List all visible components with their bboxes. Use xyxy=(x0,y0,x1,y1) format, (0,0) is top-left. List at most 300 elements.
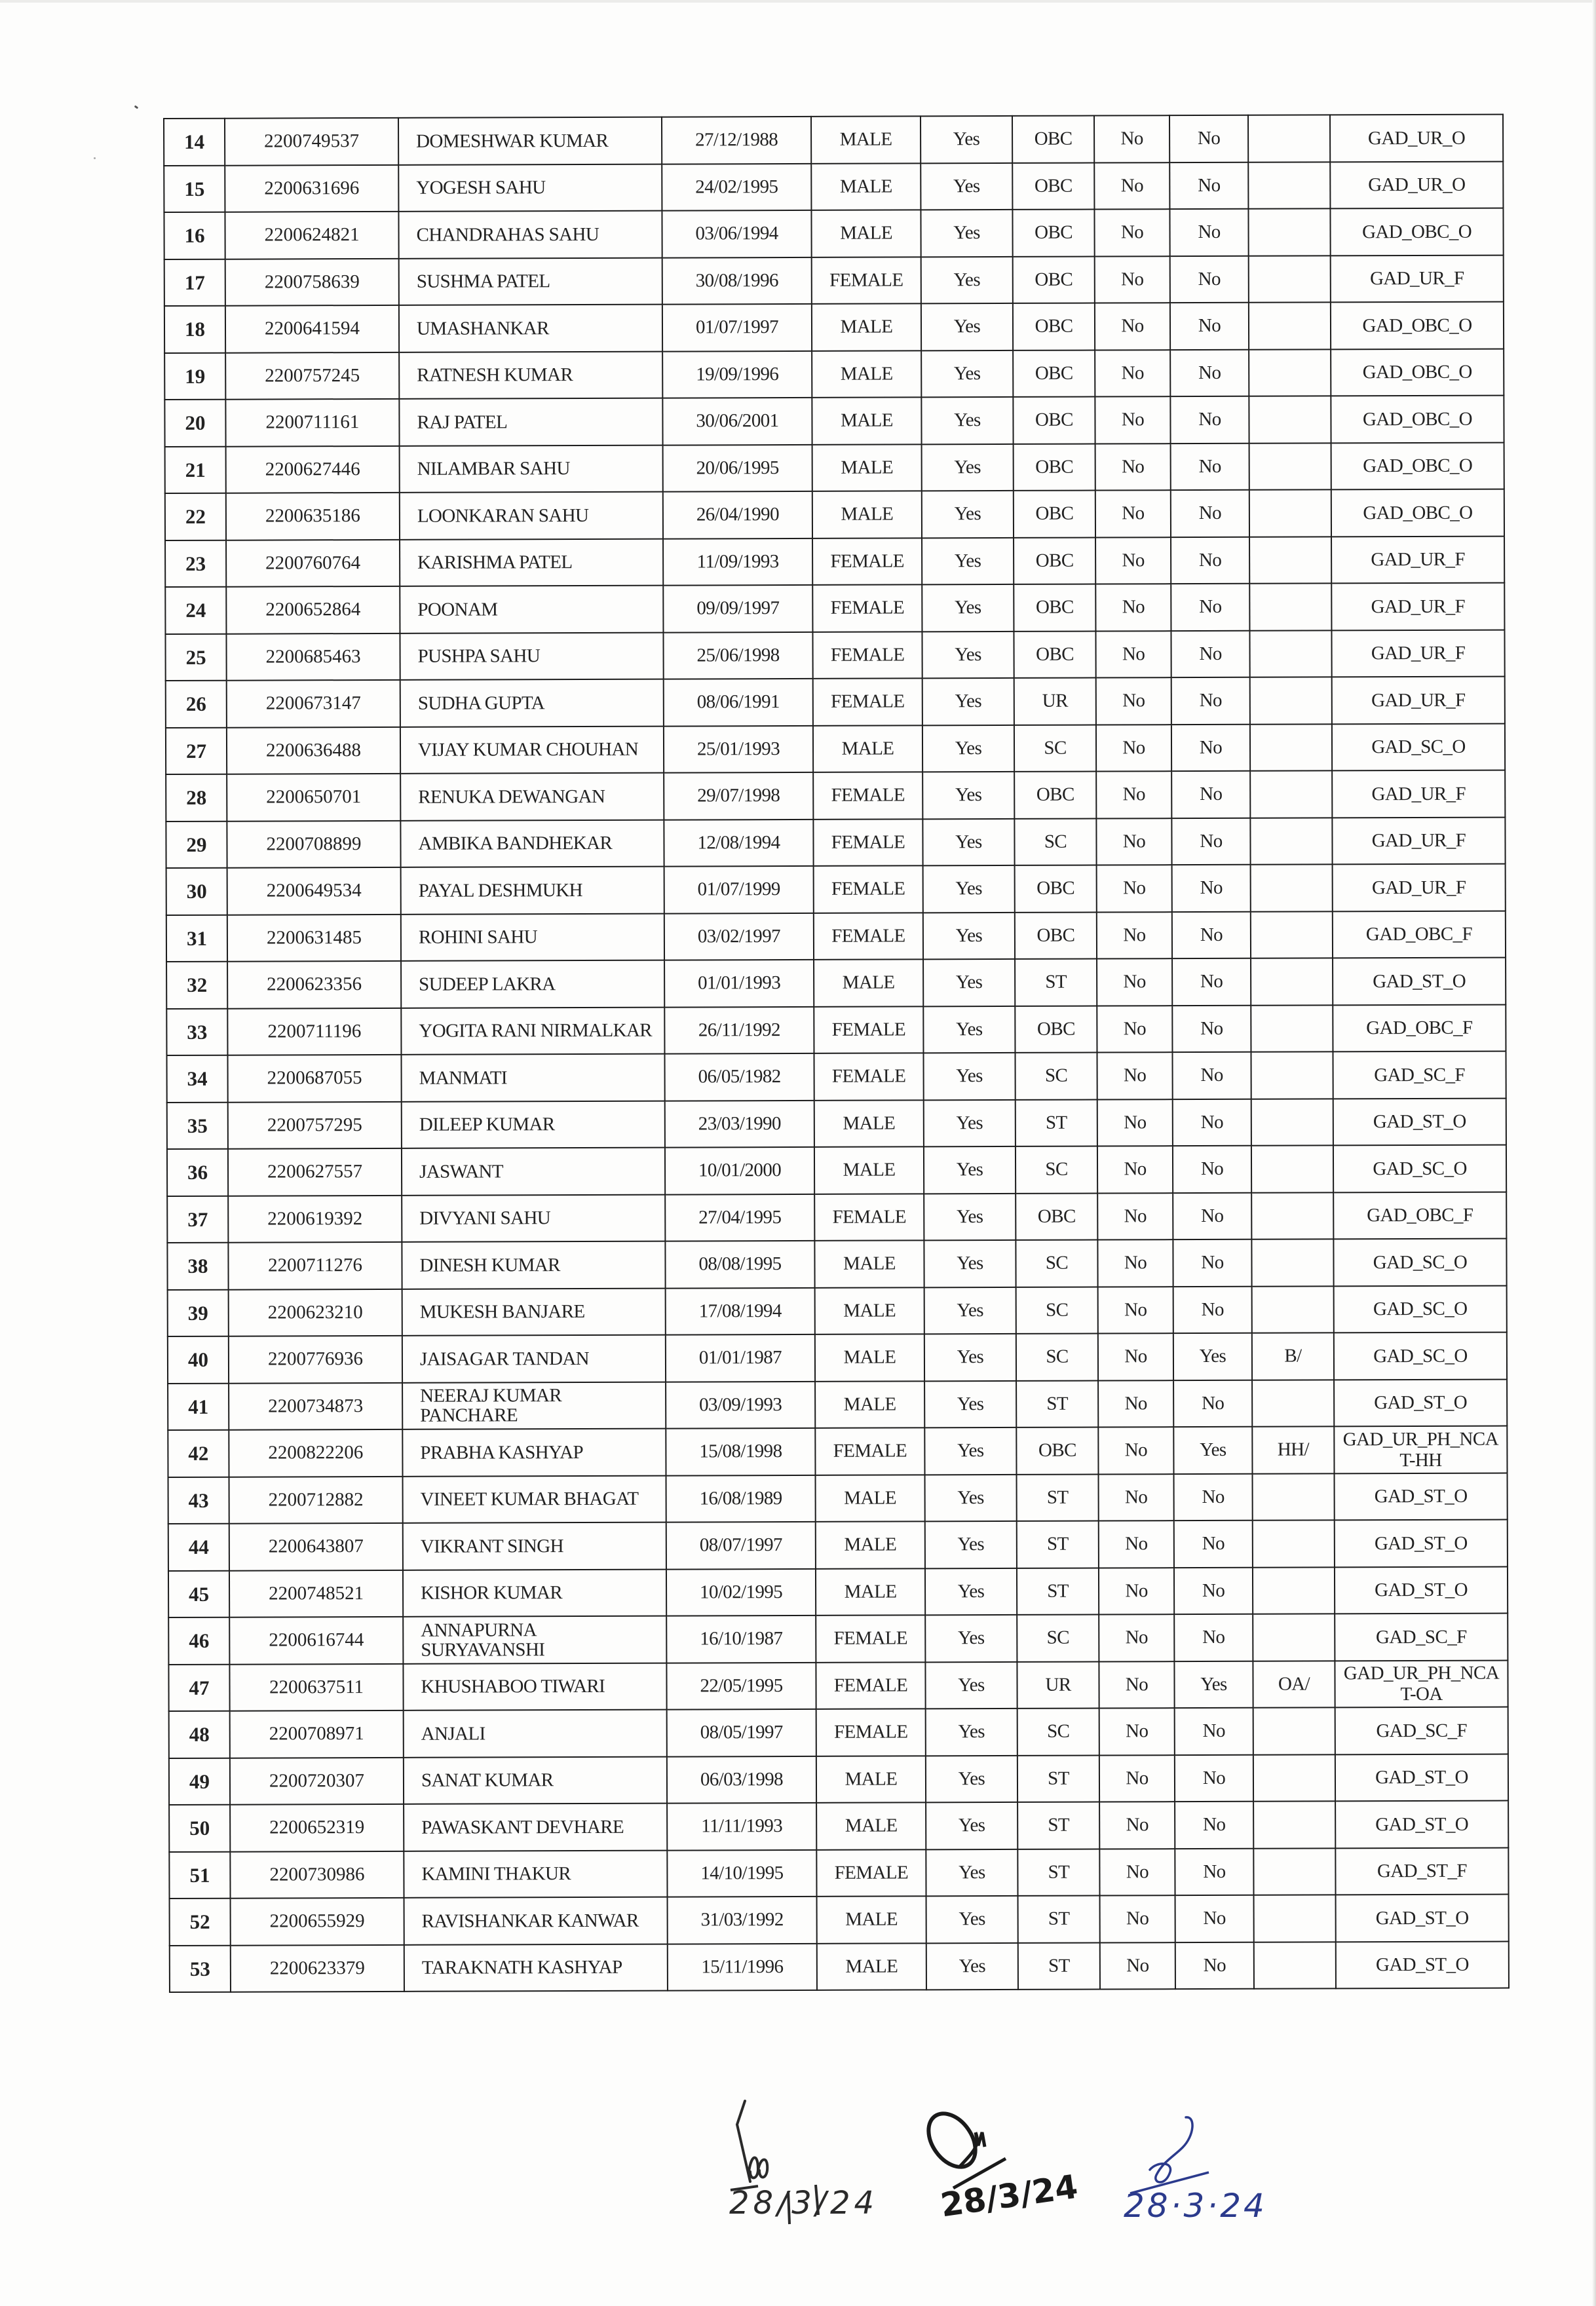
application-number-cell: 2200760764 xyxy=(226,539,400,586)
ex-serviceman-cell: No xyxy=(1094,162,1169,210)
application-number-cell: 2200643807 xyxy=(229,1523,403,1570)
serial-number-cell: 32 xyxy=(166,962,227,1009)
candidate-name-cell: YOGITA RANI NIRMALKAR xyxy=(401,1007,664,1055)
application-number-cell: 2200720307 xyxy=(230,1757,404,1804)
post-category-cell: GAD_OBC_O xyxy=(1331,442,1504,489)
gender-cell: MALE xyxy=(814,1100,924,1147)
post-category-cell: GAD_OBC_F xyxy=(1333,1004,1506,1051)
application-number-cell: 2200749537 xyxy=(225,118,398,165)
candidate-name-cell: DINESH KUMAR xyxy=(402,1241,665,1289)
table-row xyxy=(167,1239,1506,1290)
post-category-cell: GAD_OBC_O xyxy=(1331,302,1504,349)
post-category-cell: GAD_UR_F xyxy=(1331,583,1504,630)
application-number-cell: 2200641594 xyxy=(225,305,399,352)
serial-number-cell: 43 xyxy=(168,1477,229,1524)
disability-type-cell xyxy=(1249,443,1331,490)
application-number-cell: 2200655929 xyxy=(231,1898,404,1945)
date-of-birth-cell: 14/10/1995 xyxy=(667,1849,816,1897)
table-row xyxy=(168,1566,1508,1617)
gender-cell: MALE xyxy=(812,491,922,538)
disability-type-cell xyxy=(1249,630,1331,677)
disability-cell: No xyxy=(1170,396,1249,444)
disability-type-cell xyxy=(1251,1145,1333,1192)
post-category-cell: GAD_OBC_O xyxy=(1331,489,1504,537)
ex-serviceman-cell: No xyxy=(1094,209,1169,256)
table-row xyxy=(166,958,1506,1009)
candidate-name-cell: MANMATI xyxy=(401,1054,664,1102)
post-category-cell: GAD_OBC_F xyxy=(1333,1192,1506,1239)
application-number-cell: 2200637511 xyxy=(229,1663,403,1711)
domicile-cell: Yes xyxy=(926,1942,1018,1990)
candidate-name-cell: RENUKA DEWANGAN xyxy=(400,773,664,821)
post-category-cell: GAD_ST_O xyxy=(1335,1801,1508,1848)
ex-serviceman-cell: No xyxy=(1095,490,1171,537)
disability-type-cell xyxy=(1251,1051,1333,1099)
serial-number-cell: 27 xyxy=(166,727,227,774)
date-of-birth-cell: 06/05/1982 xyxy=(664,1053,814,1101)
category-cell: OBC xyxy=(1015,1006,1097,1053)
table-row xyxy=(165,442,1504,493)
domicile-cell: Yes xyxy=(923,1053,1015,1100)
date-of-birth-cell: 23/03/1990 xyxy=(665,1100,814,1147)
table-row xyxy=(168,1379,1507,1430)
gender-cell: MALE xyxy=(816,1802,926,1849)
ex-serviceman-cell: No xyxy=(1095,350,1170,397)
ex-serviceman-cell: No xyxy=(1099,1802,1175,1849)
domicile-cell: Yes xyxy=(924,1240,1016,1287)
candidate-name-cell: VINEET KUMAR BHAGAT xyxy=(403,1475,666,1523)
candidate-name-cell: POONAM xyxy=(400,586,663,633)
serial-number-cell: 36 xyxy=(167,1149,228,1196)
date-of-birth-cell: 24/02/1995 xyxy=(662,163,811,210)
gender-cell: MALE xyxy=(815,1287,924,1334)
disability-type-cell xyxy=(1248,115,1330,162)
ex-serviceman-cell: No xyxy=(1096,725,1171,772)
category-cell: ST xyxy=(1017,1849,1099,1896)
gender-cell: FEMALE xyxy=(816,1662,925,1709)
table-row xyxy=(169,1754,1508,1805)
signature-2 xyxy=(921,2106,1091,2234)
application-number-cell: 2200627446 xyxy=(226,445,400,493)
serial-number-cell: 44 xyxy=(168,1524,229,1571)
gender-cell: MALE xyxy=(814,959,923,1006)
candidate-name-cell: SUSHMA PATEL xyxy=(399,257,662,305)
category-cell: OBC xyxy=(1014,631,1095,678)
date-of-birth-cell: 06/03/1998 xyxy=(667,1756,816,1803)
serial-number-cell: 47 xyxy=(168,1664,229,1711)
disability-type-cell xyxy=(1249,537,1331,584)
disability-cell: Yes xyxy=(1173,1427,1252,1474)
domicile-cell: Yes xyxy=(921,350,1013,397)
disability-type-cell xyxy=(1253,1567,1335,1614)
post-category-cell: GAD_ST_O xyxy=(1333,1098,1506,1145)
gender-cell: FEMALE xyxy=(813,678,922,725)
table-row xyxy=(166,864,1506,915)
table-row xyxy=(169,1847,1508,1899)
application-number-cell: 2200623356 xyxy=(227,961,401,1008)
post-category-cell: GAD_ST_O xyxy=(1335,1520,1508,1567)
post-category-cell: GAD_UR_F xyxy=(1331,536,1504,583)
gender-cell: MALE xyxy=(814,1240,924,1287)
candidate-name-cell: DILEEP KUMAR xyxy=(402,1101,665,1148)
disability-cell: No xyxy=(1169,209,1248,256)
serial-number-cell: 49 xyxy=(169,1758,230,1805)
serial-number-cell: 17 xyxy=(164,259,225,306)
gender-cell: MALE xyxy=(812,350,921,398)
gender-cell: MALE xyxy=(812,397,921,444)
gender-cell: MALE xyxy=(817,1943,926,1990)
disability-cell: No xyxy=(1175,1848,1253,1895)
signature-3 xyxy=(1117,2109,1287,2237)
application-number-cell: 2200636488 xyxy=(227,727,400,774)
disability-type-cell xyxy=(1253,1707,1335,1754)
date-of-birth-cell: 03/06/1994 xyxy=(662,210,811,257)
date-of-birth-cell: 03/02/1997 xyxy=(664,913,814,960)
post-category-cell: GAD_SC_F xyxy=(1335,1614,1508,1661)
post-category-cell: GAD_ST_O xyxy=(1335,1473,1508,1520)
date-of-birth-cell: 11/09/1993 xyxy=(663,538,812,585)
post-category-cell: GAD_UR_PH_NCA T-OA xyxy=(1335,1660,1508,1707)
disability-cell: No xyxy=(1172,1052,1251,1099)
serial-number-cell: 50 xyxy=(169,1805,230,1852)
disability-cell: No xyxy=(1172,865,1251,912)
category-cell: ST xyxy=(1017,1568,1099,1615)
table-row xyxy=(164,115,1503,166)
disability-cell: No xyxy=(1169,162,1248,209)
date-of-birth-cell: 11/11/1993 xyxy=(667,1803,816,1850)
table-row xyxy=(165,536,1504,587)
date-of-birth-cell: 12/08/1994 xyxy=(664,819,813,866)
category-cell: OBC xyxy=(1015,912,1097,959)
candidate-name-cell: VIKRANT SINGH xyxy=(403,1522,666,1570)
category-cell: OBC xyxy=(1014,444,1095,491)
post-category-cell: GAD_OBC_O xyxy=(1330,208,1503,255)
ex-serviceman-cell: No xyxy=(1098,1333,1173,1380)
scan-speck xyxy=(134,105,139,109)
disability-type-cell: HH/ xyxy=(1252,1426,1334,1473)
disability-cell: No xyxy=(1171,537,1249,584)
date-of-birth-cell: 15/08/1998 xyxy=(666,1428,815,1475)
candidate-name-cell: PAYAL DESHMUKH xyxy=(401,867,664,915)
date-of-birth-cell: 01/07/1999 xyxy=(664,866,814,913)
disability-cell: No xyxy=(1173,1239,1251,1287)
category-cell: UR xyxy=(1017,1661,1099,1709)
application-number-cell: 2200687055 xyxy=(227,1055,401,1102)
serial-number-cell: 16 xyxy=(164,212,225,259)
post-category-cell: GAD_UR_F xyxy=(1332,817,1505,864)
application-number-cell: 2200685463 xyxy=(226,633,400,680)
category-cell: ST xyxy=(1017,1802,1099,1849)
date-of-birth-cell: 26/04/1990 xyxy=(663,491,812,539)
disability-type-cell xyxy=(1252,1286,1334,1333)
application-number-cell: 2200708899 xyxy=(227,820,400,867)
serial-number-cell: 23 xyxy=(165,540,226,587)
domicile-cell: Yes xyxy=(924,1380,1016,1427)
date-of-birth-cell: 27/12/1988 xyxy=(662,117,811,164)
gender-cell: FEMALE xyxy=(814,1194,924,1241)
date-of-birth-cell: 16/10/1987 xyxy=(666,1616,816,1663)
serial-number-cell: 14 xyxy=(164,119,225,166)
category-cell: ST xyxy=(1016,1099,1097,1146)
domicile-cell: Yes xyxy=(921,210,1012,257)
application-number-cell: 2200623210 xyxy=(229,1289,402,1336)
application-number-cell: 2200734873 xyxy=(229,1382,402,1429)
gender-cell: MALE xyxy=(815,1334,924,1381)
disability-type-cell xyxy=(1249,396,1331,443)
serial-number-cell: 41 xyxy=(168,1383,229,1430)
disability-cell: No xyxy=(1170,349,1249,396)
ex-serviceman-cell: No xyxy=(1094,115,1169,162)
post-category-cell: GAD_SC_O xyxy=(1332,723,1505,770)
disability-type-cell xyxy=(1249,302,1331,349)
candidate-name-cell: UMASHANKAR xyxy=(399,305,662,352)
date-of-birth-cell: 26/11/1992 xyxy=(664,1006,814,1053)
ex-serviceman-cell: No xyxy=(1098,1427,1173,1474)
category-cell: OBC xyxy=(1016,1427,1098,1475)
application-number-cell: 2200708971 xyxy=(230,1711,404,1758)
ex-serviceman-cell: No xyxy=(1095,256,1170,303)
date-of-birth-cell: 25/01/1993 xyxy=(664,725,813,772)
disability-type-cell xyxy=(1253,1754,1335,1802)
table-row xyxy=(168,1473,1508,1524)
disability-cell: No xyxy=(1171,771,1250,818)
category-cell: ST xyxy=(1018,1896,1100,1943)
post-category-cell: GAD_OBC_F xyxy=(1333,911,1506,958)
category-cell: OBC xyxy=(1014,537,1095,584)
disability-cell: No xyxy=(1171,490,1249,537)
candidate-table xyxy=(163,114,1510,1993)
serial-number-cell: 24 xyxy=(165,587,226,634)
category-cell: OBC xyxy=(1014,491,1095,538)
ex-serviceman-cell: No xyxy=(1097,1239,1173,1287)
application-number-cell: 2200624821 xyxy=(225,212,398,259)
post-category-cell: GAD_SC_O xyxy=(1334,1285,1507,1333)
disability-type-cell xyxy=(1254,1895,1336,1942)
ex-serviceman-cell: No xyxy=(1095,631,1171,678)
post-category-cell: GAD_ST_O xyxy=(1336,1895,1509,1942)
domicile-cell: Yes xyxy=(923,1006,1015,1053)
post-category-cell: GAD_ST_O xyxy=(1336,1941,1509,1988)
table-row xyxy=(169,1801,1508,1852)
serial-number-cell: 48 xyxy=(169,1711,230,1758)
category-cell: OBC xyxy=(1015,865,1097,913)
date-of-birth-cell: 08/08/1995 xyxy=(665,1241,814,1288)
ex-serviceman-cell: No xyxy=(1099,1661,1174,1709)
application-number-cell: 2200650701 xyxy=(227,774,400,821)
category-cell: OBC xyxy=(1013,350,1095,397)
serial-number-cell: 51 xyxy=(169,1851,230,1899)
gender-cell: MALE xyxy=(811,116,921,163)
ex-serviceman-cell: No xyxy=(1099,1849,1175,1896)
date-of-birth-cell: 08/07/1997 xyxy=(666,1522,816,1569)
serial-number-cell: 38 xyxy=(167,1243,228,1290)
ex-serviceman-cell: No xyxy=(1098,1380,1173,1427)
serial-number-cell: 20 xyxy=(164,400,225,447)
disability-cell: No xyxy=(1174,1521,1253,1568)
date-of-birth-cell: 03/09/1993 xyxy=(666,1381,815,1428)
candidate-name-cell: NEERAJ KUMAR PANCHARE xyxy=(402,1382,666,1429)
disability-cell: Yes xyxy=(1173,1333,1252,1380)
serial-number-cell: 53 xyxy=(170,1945,231,1992)
gender-cell: FEMALE xyxy=(812,584,922,632)
application-number-cell: 2200712882 xyxy=(229,1476,403,1523)
category-cell: SC xyxy=(1016,1240,1097,1287)
ex-serviceman-cell: No xyxy=(1097,958,1172,1006)
ex-serviceman-cell: No xyxy=(1097,912,1172,959)
domicile-cell: Yes xyxy=(924,1193,1016,1240)
table-row xyxy=(170,1941,1509,1992)
domicile-cell: Yes xyxy=(921,162,1012,210)
category-cell: OBC xyxy=(1014,772,1096,819)
domicile-cell: Yes xyxy=(922,631,1014,678)
gender-cell: FEMALE xyxy=(816,1615,925,1662)
date-of-birth-cell: 27/04/1995 xyxy=(665,1194,814,1241)
disability-cell: No xyxy=(1173,1099,1251,1146)
gender-cell: FEMALE xyxy=(815,1427,924,1475)
candidate-name-cell: NILAMBAR SAHU xyxy=(400,445,663,493)
date-of-birth-cell: 29/07/1998 xyxy=(664,772,813,820)
application-number-cell: 2200757245 xyxy=(225,352,399,399)
table-row xyxy=(168,1333,1507,1384)
candidate-name-cell: ROHINI SAHU xyxy=(401,913,664,961)
table-row xyxy=(168,1614,1508,1665)
gender-cell: FEMALE xyxy=(812,538,922,585)
domicile-cell: Yes xyxy=(924,1287,1016,1334)
date-of-birth-cell: 25/06/1998 xyxy=(663,632,812,679)
candidate-name-cell: LOONKARAN SAHU xyxy=(400,492,663,540)
scan-edge-right xyxy=(1592,0,1596,2306)
date-of-birth-cell: 08/05/1997 xyxy=(667,1709,816,1756)
candidate-table-body xyxy=(164,115,1509,1992)
table-row xyxy=(165,630,1504,681)
post-category-cell: GAD_UR_F xyxy=(1331,255,1504,302)
post-category-cell: GAD_OBC_O xyxy=(1331,349,1504,396)
disability-cell: No xyxy=(1170,255,1249,303)
disability-type-cell xyxy=(1249,583,1331,630)
post-category-cell: GAD_ST_O xyxy=(1334,1379,1507,1426)
category-cell: ST xyxy=(1017,1474,1099,1521)
domicile-cell: Yes xyxy=(925,1474,1017,1521)
category-cell: SC xyxy=(1017,1709,1099,1756)
gender-cell: MALE xyxy=(812,303,921,350)
ex-serviceman-cell: No xyxy=(1099,1474,1174,1521)
application-number-cell: 2200631485 xyxy=(227,914,401,961)
disability-cell: No xyxy=(1173,1192,1251,1239)
gender-cell: FEMALE xyxy=(816,1849,926,1897)
table-row xyxy=(164,349,1504,400)
candidate-name-cell: MUKESH BANJARE xyxy=(402,1288,666,1336)
serial-number-cell: 15 xyxy=(164,165,225,212)
domicile-cell: Yes xyxy=(921,397,1013,444)
disability-type-cell xyxy=(1251,1192,1333,1239)
gender-cell: FEMALE xyxy=(814,1006,923,1053)
gender-cell: MALE xyxy=(816,1568,925,1616)
candidate-name-cell: KARISHMA PATEL xyxy=(400,539,663,586)
application-number-cell: 2200730986 xyxy=(230,1851,404,1898)
table-row xyxy=(168,1660,1508,1711)
category-cell: OBC xyxy=(1013,397,1095,444)
gender-cell: FEMALE xyxy=(814,913,923,960)
ex-serviceman-cell: No xyxy=(1096,771,1171,818)
signature-1 xyxy=(711,2093,881,2227)
disability-cell: No xyxy=(1175,1754,1253,1802)
date-of-birth-cell: 19/09/1996 xyxy=(662,350,812,398)
date-of-birth-cell: 30/08/1996 xyxy=(662,257,812,304)
ex-serviceman-cell: No xyxy=(1099,1614,1174,1661)
serial-number-cell: 18 xyxy=(164,306,225,353)
serial-number-cell: 29 xyxy=(166,821,227,868)
disability-cell: No xyxy=(1171,818,1250,865)
gender-cell: MALE xyxy=(817,1896,926,1943)
gender-cell: MALE xyxy=(816,1475,925,1522)
category-cell: ST xyxy=(1015,959,1097,1006)
serial-number-cell: 42 xyxy=(168,1430,229,1477)
disability-type-cell: B/ xyxy=(1252,1333,1334,1380)
serial-number-cell: 33 xyxy=(166,1008,227,1055)
domicile-cell: Yes xyxy=(923,912,1015,959)
domicile-cell: Yes xyxy=(923,959,1015,1006)
post-category-cell: GAD_UR_F xyxy=(1331,630,1504,677)
ex-serviceman-cell: No xyxy=(1097,1052,1172,1099)
category-cell: UR xyxy=(1014,678,1096,725)
date-of-birth-cell: 31/03/1992 xyxy=(668,1897,817,1944)
candidate-name-cell: TARAKNATH KASHYAP xyxy=(404,1944,668,1992)
table-row xyxy=(168,1520,1508,1571)
disability-type-cell xyxy=(1250,677,1332,724)
post-category-cell: GAD_SC_F xyxy=(1335,1707,1508,1754)
domicile-cell: Yes xyxy=(922,678,1014,725)
domicile-cell: Yes xyxy=(924,1146,1016,1194)
table-row xyxy=(166,723,1505,774)
ex-serviceman-cell: No xyxy=(1097,1193,1173,1240)
domicile-cell: Yes xyxy=(922,772,1014,819)
disability-cell: No xyxy=(1174,1614,1253,1661)
domicile-cell: Yes xyxy=(925,1661,1017,1709)
table-row xyxy=(164,302,1504,353)
domicile-cell: Yes xyxy=(921,256,1013,303)
application-number-cell: 2200711196 xyxy=(227,1008,401,1055)
domicile-cell: Yes xyxy=(924,1099,1016,1146)
candidate-name-cell: SUDEEP LAKRA xyxy=(401,960,664,1008)
disability-type-cell xyxy=(1249,349,1331,396)
disability-cell: No xyxy=(1174,1567,1253,1614)
table-row xyxy=(165,489,1504,540)
ex-serviceman-cell: No xyxy=(1100,1942,1175,1990)
date-of-birth-cell: 01/01/1993 xyxy=(664,960,814,1007)
candidate-name-cell: RAJ PATEL xyxy=(399,398,662,446)
ex-serviceman-cell: No xyxy=(1095,444,1171,491)
disability-cell: No xyxy=(1175,1942,1254,1989)
category-cell: ST xyxy=(1018,1942,1100,1990)
domicile-cell: Yes xyxy=(922,818,1014,865)
serial-number-cell: 45 xyxy=(168,1570,229,1617)
table-row xyxy=(168,1285,1507,1336)
signature-2-date: 28/3/24 xyxy=(938,2167,1080,2225)
domicile-cell: Yes xyxy=(925,1521,1017,1568)
candidate-name-cell: KISHOR KUMAR xyxy=(403,1569,666,1617)
disability-type-cell xyxy=(1253,1801,1335,1848)
application-number-cell: 2200616744 xyxy=(229,1617,403,1664)
ex-serviceman-cell: No xyxy=(1097,1146,1173,1193)
application-number-cell: 2200748521 xyxy=(229,1570,403,1617)
table-row xyxy=(164,161,1503,212)
application-number-cell: 2200711161 xyxy=(225,399,399,446)
category-cell: OBC xyxy=(1013,303,1095,350)
table-row xyxy=(164,255,1504,306)
scan-edge-top xyxy=(0,0,1596,3)
application-number-cell: 2200652864 xyxy=(226,586,400,633)
category-cell: SC xyxy=(1016,1287,1098,1334)
